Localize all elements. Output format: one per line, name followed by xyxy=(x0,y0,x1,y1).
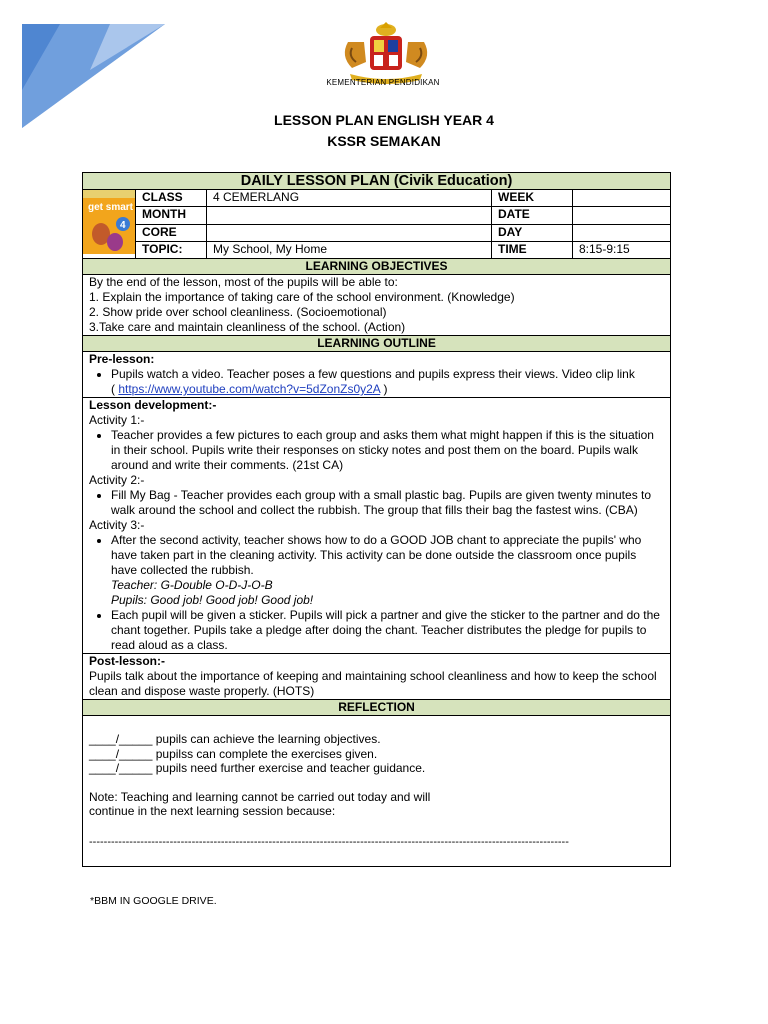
objective-item: 3.Take care and maintain cleanliness of the school. (Action) xyxy=(89,320,406,334)
week-value xyxy=(573,190,671,207)
chant-pupils: Pupils: Good job! Good job! Good job! xyxy=(111,593,314,607)
post-lesson-text: Pupils talk about the importance of keeping and maintaining school cleanliness and how to keep the school clean and dispose waste properly. (HOTS) xyxy=(89,669,657,698)
plan-heading: DAILY LESSON PLAN (Civik Education) xyxy=(83,173,671,190)
activity-3-label: Activity 3:- xyxy=(89,518,145,532)
objectives-heading: LEARNING OBJECTIVES xyxy=(83,259,671,275)
page-title: LESSON PLAN ENGLISH YEAR 4 xyxy=(274,112,494,128)
day-label: DAY xyxy=(492,224,573,241)
topic-label: TOPIC: xyxy=(136,241,207,258)
date-value xyxy=(573,207,671,224)
post-lesson-label: Post-lesson:- xyxy=(89,654,166,668)
day-value xyxy=(573,224,671,241)
reflection-note: Note: Teaching and learning cannot be carried out today and will xyxy=(89,789,431,804)
corner-decoration xyxy=(0,0,170,130)
svg-text:4: 4 xyxy=(120,220,126,231)
activity-3-text: After the second activity, teacher shows how to do a GOOD JOB chant to appreciate the pupils' who have taken part in the cleaning activity. This activity can be done outside the classroom once pupils have collected the rubbish. xyxy=(111,533,642,577)
reflection-section xyxy=(83,716,671,867)
outline-heading: LEARNING OUTLINE xyxy=(83,336,671,352)
ministry-name: KEMENTERIAN PENDIDIKAN xyxy=(326,78,440,87)
book-cover-image xyxy=(83,190,136,259)
reflection-dash-line: ----------------------------------------------------------------------------------------------------------------------------------- xyxy=(89,835,569,848)
month-value xyxy=(207,207,492,224)
time-value: 8:15-9:15 xyxy=(573,241,671,258)
lesson-development-label: Lesson development:- xyxy=(89,398,217,412)
class-label: CLASS xyxy=(136,190,207,207)
book-cover-icon xyxy=(83,190,135,254)
pre-lesson-text: Pupils watch a video. Teacher poses a few questions and pupils express their views. Video clip link xyxy=(111,367,635,381)
reflection-line: ____/_____ pupils can achieve the learning objectives. xyxy=(89,732,381,746)
pre-lesson-label: Pre-lesson: xyxy=(89,352,155,366)
time-label: TIME xyxy=(492,241,573,258)
page-subtitle: KSSR SEMAKAN xyxy=(327,133,441,149)
objectives-section xyxy=(83,275,671,336)
objective-item: 2. Show pride over school cleanliness. (Socioemotional) xyxy=(89,305,387,319)
post-lesson-section xyxy=(83,654,671,700)
reflection-heading: REFLECTION xyxy=(83,700,671,716)
reflection-line: ____/_____ pupils need further exercise and teacher guidance. xyxy=(89,761,426,775)
reflection-line: ____/_____ pupilss can complete the exercises given. xyxy=(89,746,378,761)
activity-1-text: • Teacher provides a few pictures to each group and asks them what might happen if this is the situation in their school. Pupils write their responses on sticky notes and post them on the board. Pupils walk around and write their comments. (21st CA) xyxy=(111,428,664,473)
activity-3-text-2: • Each pupil will be given a sticker. Pupils will pick a partner and give the sticker to the partner and do the chant together. Pupils take a pledge after doing the chant. Teacher distributes the pledge for pupils to read aloud as a class. xyxy=(111,608,664,653)
topic-value: My School, My Home xyxy=(207,241,492,258)
link-close-paren: ) xyxy=(380,382,388,396)
link-open-paren: ( xyxy=(111,382,119,396)
pre-lesson-item xyxy=(111,367,664,397)
objectives-intro: By the end of the lesson, most of the pupils will be able to: xyxy=(89,275,398,289)
svg-text:get smart: get smart xyxy=(88,202,134,213)
activity-2-text: • Fill My Bag - Teacher provides each group with a small plastic bag. Pupils are given twenty minutes to walk around the school and collect the rubbish. The group that fills their bag the fastest wins. (CBA) xyxy=(111,488,664,518)
month-label: MONTH xyxy=(136,207,207,224)
objective-item: 1. Explain the importance of taking care of the school environment. (Knowledge) xyxy=(89,290,515,304)
footnote: *BBM IN GOOGLE DRIVE. xyxy=(90,895,217,907)
pre-lesson-section xyxy=(83,352,671,398)
core-value xyxy=(207,224,492,241)
video-link[interactable]: https://www.youtube.com/watch?v=5dZonZs0y2A xyxy=(118,382,381,396)
activity-1-label: Activity 1:- xyxy=(89,413,145,427)
date-label: DATE xyxy=(492,207,573,224)
lesson-plan-table xyxy=(82,172,671,867)
chant-teacher: Teacher: G-Double O-D-J-O-B xyxy=(111,578,273,592)
core-label: CORE xyxy=(136,224,207,241)
class-value: 4 CEMERLANG xyxy=(207,190,492,207)
lesson-development-section xyxy=(83,398,671,654)
activity-2-label: Activity 2:- xyxy=(89,473,145,487)
week-label: WEEK xyxy=(492,190,573,207)
reflection-note: continue in the next learning session because: xyxy=(89,804,336,818)
activity-3-item xyxy=(111,533,664,608)
